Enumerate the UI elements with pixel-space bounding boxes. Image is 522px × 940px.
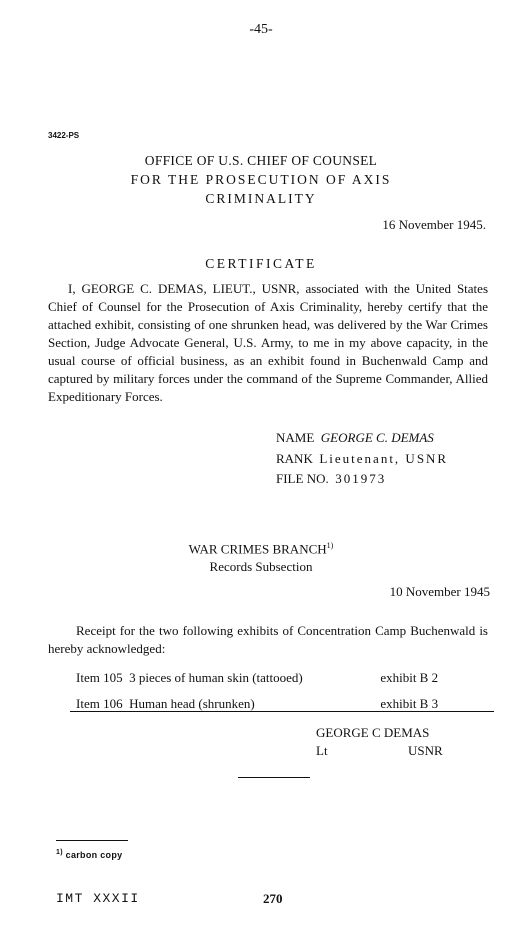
war-crimes-branch-heading: [0, 541, 522, 557]
records-subsection: Records Subsection: [209, 559, 313, 574]
item-number: Item 106: [76, 696, 123, 711]
name-value: GEORGE C. DEMAS: [320, 430, 434, 445]
signature-file-line: [276, 471, 386, 487]
volume-label: IMT XXXII: [56, 891, 140, 906]
item-exhibit: exhibit B 2: [380, 670, 439, 685]
signed-name: GEORGE C DEMAS: [316, 725, 430, 740]
closing-rule: [238, 777, 310, 778]
page-number: -45-: [249, 22, 273, 37]
signed-rank: Lt: [316, 743, 328, 758]
signed-rank-line: [316, 743, 443, 759]
receipt-text: Receipt for the two following exhibits of Concentration Camp Buchenwald is hereby acknowledged:: [48, 623, 488, 656]
item-number: Item 105: [76, 670, 123, 685]
footnote-rule: [56, 840, 128, 841]
war-crimes-branch-text: WAR CRIMES BRANCH: [188, 541, 327, 557]
item-exhibit: exhibit B 3: [380, 696, 439, 711]
footer-page-number: 270: [263, 891, 283, 906]
rank-value: Lieutenant, USNR: [319, 451, 449, 466]
document-id: 3422-PS: [48, 131, 80, 140]
receipt-date: 10 November 1945: [389, 584, 490, 599]
footnote-number: 1): [56, 849, 63, 856]
certificate-title: CERTIFICATE: [205, 256, 317, 271]
table-rule: [70, 711, 494, 712]
heading-line-3: CRIMINALITY: [205, 191, 317, 206]
heading-line-2: FOR THE PROSECUTION OF AXIS: [130, 172, 392, 187]
footnote-text: carbon copy: [65, 850, 123, 860]
footnote: [56, 849, 122, 860]
item-description: 3 pieces of human skin (tattooed): [129, 670, 303, 685]
file-value: 301973: [335, 471, 387, 486]
certificate-body: I, GEORGE C. DEMAS, LIEUT., USNR, associated with the United States Chief of Counsel for the Prosecution of Axis Criminality, hereby certify that the attached exhibit, consisting of one shrunken head, was delivered by the War Crimes Section, Judge Advocate General, U.S. Army, to me in my above capacity, in the usual course of official business, as an exhibit found in Buchenwald Camp and captured by military forces under the command of the Supreme Commander, Allied Expeditionary Forces.: [48, 281, 488, 404]
signature-name-line: [276, 430, 434, 446]
signature-rank-line: [276, 451, 448, 467]
item-description: Human head (shrunken): [129, 696, 255, 711]
signed-branch: USNR: [408, 743, 443, 758]
rank-label: RANK: [276, 451, 313, 466]
heading-line-1: OFFICE OF U.S. CHIEF OF COUNSEL: [144, 153, 378, 168]
file-label: FILE NO.: [276, 471, 329, 486]
footnote-marker: 1): [326, 541, 334, 550]
name-label: NAME: [276, 430, 315, 445]
exhibit-row: [76, 670, 438, 686]
exhibit-row: [76, 696, 438, 712]
certificate-date: 16 November 1945.: [382, 217, 486, 232]
